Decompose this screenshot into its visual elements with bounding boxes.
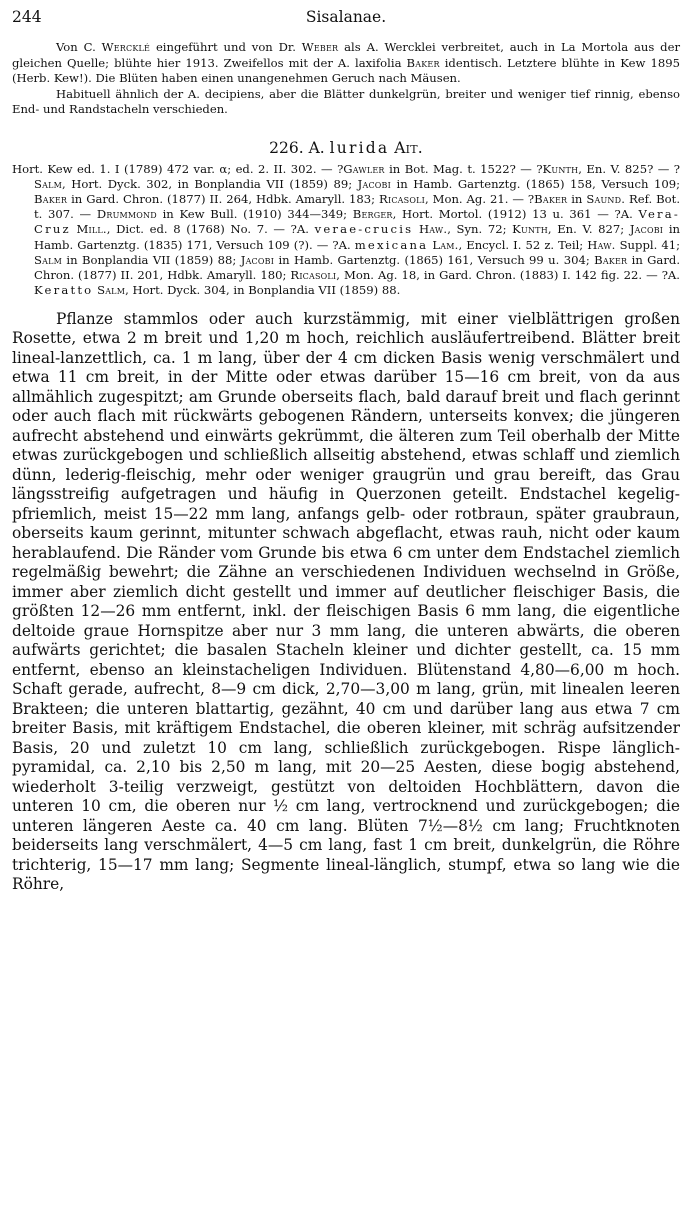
text-run: in Gard. Chron. (1877) II. 201, Hdbk. Amaryll. 180; xyxy=(34,252,680,282)
text-run: , Dict. ed. 8 (1768) No. 7. — ?A. xyxy=(106,222,315,237)
taxon-name: Keratto xyxy=(34,283,94,298)
species-description: Pflanze stammlos oder auch kurzstämmig, mit einer vielblättrigen großen Rosette, etwa 2 m breit und 1,20 m hoch, reichlich ausläufertreibend. Blätter breit lineal-lanzettlich, ca. 1 m lang, über der 4 cm dicken Basis wenig verschmälert und etwa 11 cm breit, in der Mitte oder etwas darüber 15—16 cm breit, von da aus allmählich zugespitzt; am Grunde oberseits flach, bald darauf breit und flach gerinnt oder auch flach mit rückwärts gebogenen Rändern, unterseits konvex; die jüngeren aufrecht abstehend und einwärts gekrümmt, die älteren zum Teil oberhalb der Mitte etwas zurückgebogen und schließlich allseitig abstehend, etwas schlaff und ziemlich dünn, lederig-fleischig, mehr oder weniger graugrün und grau bereift, das Grau längsstreifig aufgetragen und häufig in Querzonen geteilt. Endstachel kegelig-pfriemlich, meist 15—22 mm lang, anfangs gelb- oder rotbraun, später graubraun, oberseits kaum gerinnt, mitunter schwach abgeflacht, etwas rauh, nicht oder kaum herablaufend. Die Ränder vom Grunde bis etwa 6 cm unter dem Endstachel ziemlich regelmäßig bewehrt; die Zähne an verschiedenen Individuen wechselnd in Größe, immer aber ziemlich dicht gestellt und immer auf deutlicher fleischiger Basis, die größten 12—26 mm entfernt, inkl. der fleischigen Basis 6 mm lang, die eigentliche deltoide graue Hornspitze aber nur 3 mm lang, die unteren abwärts, die oberen aufwärts gerichtet; die basalen Stacheln kleiner und dichter gestellt, ca. 15 mm entfernt, ebenso an kleinstacheligen Individuen. Blütenstand 4,80—6,00 m hoch. Schaft gerade, aufrecht, 8—9 cm dick, 2,70—3,00 m lang, grün, mit linealen leeren Brakteen; die unteren blattartig, gezähnt, 40 cm und darüber lang aus etwa 7 cm breiter Basis, mit kräftigem Endstachel, die oberen kleiner, mit schräg aufsitzender Basis, 20 und zuletzt 10 cm lang, schließlich zurückgebogen. Rispe länglich-pyramidal, ca. 2,10 bis 2,50 m lang, mit 20—25 Aesten, diese bogig abstehend, wiederholt 3-teilig verzweigt, gestützt von deltoiden Hochblättern, davon die unteren 10 cm, die oberen nur ½ cm lang, vertrocknend und zurückgebogen; die unteren längeren Aeste ca. 40 cm lang. Blüten 7½—8½ cm lang; Fruchtknoten beiderseits lang verschmälert, 4—5 cm lang, fast 1 cm breit, dunkelgrün, die Röhre trichterig, 15—17 mm lang; Segmente lineal-länglich, stumpf, etwa so lang wie die Röhre, xyxy=(12,309,680,894)
text-run: , Hort. Mortol. (1912) 13 u. 361 — ?A. xyxy=(392,207,639,222)
text-run: identisch. Letztere blühte in Kew 1895 (Herb. Kew!). Die Blüten haben einen unangenehmen Geruch nach Mäusen. xyxy=(12,55,680,85)
page-number: 244 xyxy=(12,8,42,26)
species-author: Ait. xyxy=(394,138,423,157)
text-run: in Kew Bull. (1910) 344—349; xyxy=(156,207,353,222)
text-run: , Encycl. I. 52 z. Teil; xyxy=(458,237,588,252)
text-run: in Hamb. Gartenztg. (1865) 161, Versuch 99 u. 304; xyxy=(274,252,595,267)
author-name: Baker xyxy=(34,191,68,206)
species-heading xyxy=(12,138,680,158)
text-run: , En. V. 825? — ? xyxy=(578,161,680,176)
text-run: Suppl. 41; xyxy=(615,237,680,252)
species-number: 226. A. xyxy=(269,138,325,157)
synonymy-references xyxy=(12,162,680,299)
text-run: , Mon. Ag. 18, in Gard. Chron. (1883) I. 142 fig. 22. — ?A. xyxy=(336,267,680,282)
text-run: in Bot. Mag. t. 1522? — ? xyxy=(384,161,543,176)
text-run: , En. V. 827; xyxy=(547,222,630,237)
page-header xyxy=(12,6,680,28)
author-name: Haw. xyxy=(418,222,448,237)
author-name: Berger xyxy=(352,207,393,222)
note-paragraph-1 xyxy=(12,40,680,87)
text-run: in Bonplandia VII (1859) 88; xyxy=(62,252,241,267)
book-page xyxy=(12,6,680,895)
text-run: Ref. Bot. t. 307. — xyxy=(34,191,681,222)
text-run: , Hort. Dyck. 304, in Bonplandia VII (1859) 88. xyxy=(125,283,401,298)
species-epithet: lurida xyxy=(329,138,390,157)
text-run: Hort. Kew ed. 1. I (1789) 472 var. α; ed. 2. II. 302. — ? xyxy=(12,161,344,176)
running-title: Sisalanae. xyxy=(305,8,387,26)
text-run: in Gard. Chron. (1877) II. 264, Hdbk. Amaryll. 183; xyxy=(67,191,380,206)
text-run: in Hamb. Gartenztg. (1835) 171, Versuch 109 (?). — ?A. xyxy=(34,222,681,252)
author-name: Kunth xyxy=(512,222,548,237)
text-run: , Hort. Dyck. 302, in Bonplandia VII (1859) 89; xyxy=(62,176,358,191)
author-name: Salm xyxy=(34,252,63,267)
author-name: Baker xyxy=(406,55,440,70)
author-name: Jacobi xyxy=(240,252,275,267)
text-run: in Hamb. Gartenztg. (1865) 158, Versuch 109; xyxy=(391,176,680,191)
author-name: Lam. xyxy=(432,237,459,252)
author-name: Baker xyxy=(594,252,628,267)
note-paragraph-2 xyxy=(12,87,680,118)
author-name: Ricasoli xyxy=(290,267,337,282)
taxon-name: verae-crucis xyxy=(314,222,414,237)
author-name: Jacobi xyxy=(357,176,391,191)
text-run: als A. Wercklei verbreitet, auch in La Mortola aus der gleichen Quelle; blühte hier 1913. Zweifellos mit der A. laxifolia xyxy=(12,40,680,70)
text-run: Von C. xyxy=(56,40,102,54)
author-name: Weber xyxy=(301,40,339,54)
author-name: Wercklé xyxy=(101,40,151,54)
author-name: Salm xyxy=(34,176,63,191)
author-name: Salm xyxy=(97,283,126,298)
author-name: Jacobi xyxy=(629,222,664,237)
author-name: Mill. xyxy=(76,222,107,237)
text-run: , Mon. Ag. 21. — ? xyxy=(424,191,535,206)
taxon-name: Vera-Cruz xyxy=(34,207,681,237)
preceding-species-note xyxy=(12,40,680,118)
author-name: Baker xyxy=(534,191,568,206)
text-run: in xyxy=(567,191,587,206)
text-run: , Syn. 72; xyxy=(447,222,513,237)
text-run: Habituell ähnlich der A. decipiens, aber die Blätter dunkelgrün, breiter und weniger tief rinnig, ebenso End- und Randstacheln verschieden. xyxy=(12,86,680,116)
author-name: Drummond xyxy=(96,207,157,222)
author-name: Haw. xyxy=(587,237,616,252)
author-name: Kunth xyxy=(542,161,579,176)
text-run: eingeführt und von Dr. xyxy=(150,40,302,54)
author-name: Saund. xyxy=(586,191,626,206)
taxon-name: mexicana xyxy=(354,237,429,252)
author-name: Ricasoli xyxy=(379,191,425,206)
author-name: Gawler xyxy=(343,161,385,176)
